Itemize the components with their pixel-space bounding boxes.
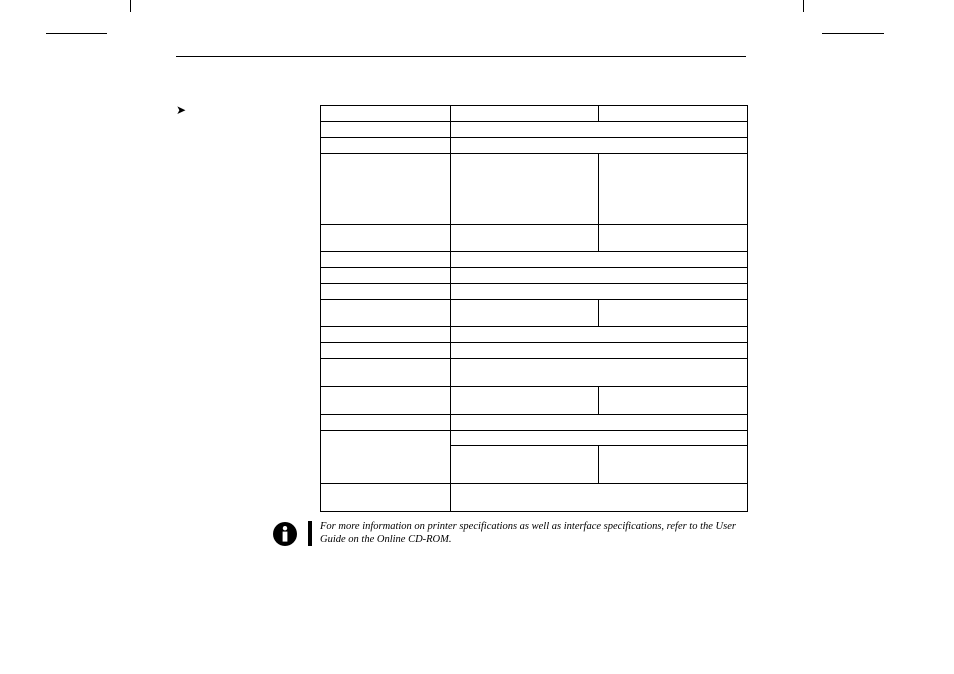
crop-mark-right-horizontal [822,33,884,34]
table-cell [451,484,748,512]
table-row [321,225,748,252]
table-cell [451,431,748,446]
table-cell [451,225,599,252]
note-text: For more information on printer specifications as well as interface specifications, refer to the User Guide on the Online CD-ROM. [320,521,736,545]
table-cell [451,359,748,387]
table-row [321,415,748,431]
table-row [321,300,748,327]
table-cell [599,225,748,252]
table-cell [451,343,748,359]
table-cell [451,252,748,268]
table-cell [321,300,451,327]
table-cell [321,484,451,512]
table-cell [321,359,451,387]
table-cell [321,268,451,284]
table-cell [451,300,599,327]
table-row [321,387,748,415]
table-row [321,154,748,225]
table-cell [321,252,451,268]
table-cell [599,154,748,225]
table-cell [321,284,451,300]
table-cell [451,446,599,484]
table-cell [321,225,451,252]
table-cell [451,122,748,138]
table-cell [321,415,451,431]
table-row [321,484,748,512]
crop-mark-left-top [130,0,131,12]
table-cell [599,387,748,415]
table-row [321,252,748,268]
table-cell [599,106,748,122]
table-cell [321,138,451,154]
table-cell [451,106,599,122]
table-cell [599,300,748,327]
table-cell [451,138,748,154]
header-rule [176,56,746,57]
note-bar [308,521,312,546]
table-row [321,122,748,138]
table-row [321,138,748,154]
table-cell [321,106,451,122]
table-row [321,359,748,387]
table-row [321,106,748,122]
info-icon [273,522,297,546]
table-cell [451,284,748,300]
table-row [321,284,748,300]
table-cell [451,154,599,225]
table-cell [451,415,748,431]
table-row [321,327,748,343]
table-row [321,431,748,446]
table-row [321,343,748,359]
table-cell [451,327,748,343]
table-cell [451,268,748,284]
table-cell [321,343,451,359]
table-cell [451,387,599,415]
table-cell [599,446,748,484]
table-cell [321,154,451,225]
table-row [321,268,748,284]
table-cell [321,387,451,415]
spec-table [320,105,748,512]
table-cell [321,327,451,343]
table-cell [321,431,451,484]
table-cell [321,122,451,138]
crop-mark-right-top [803,0,804,12]
section-arrow-icon: ➤ [176,103,187,117]
crop-mark-left-horizontal [46,33,107,34]
